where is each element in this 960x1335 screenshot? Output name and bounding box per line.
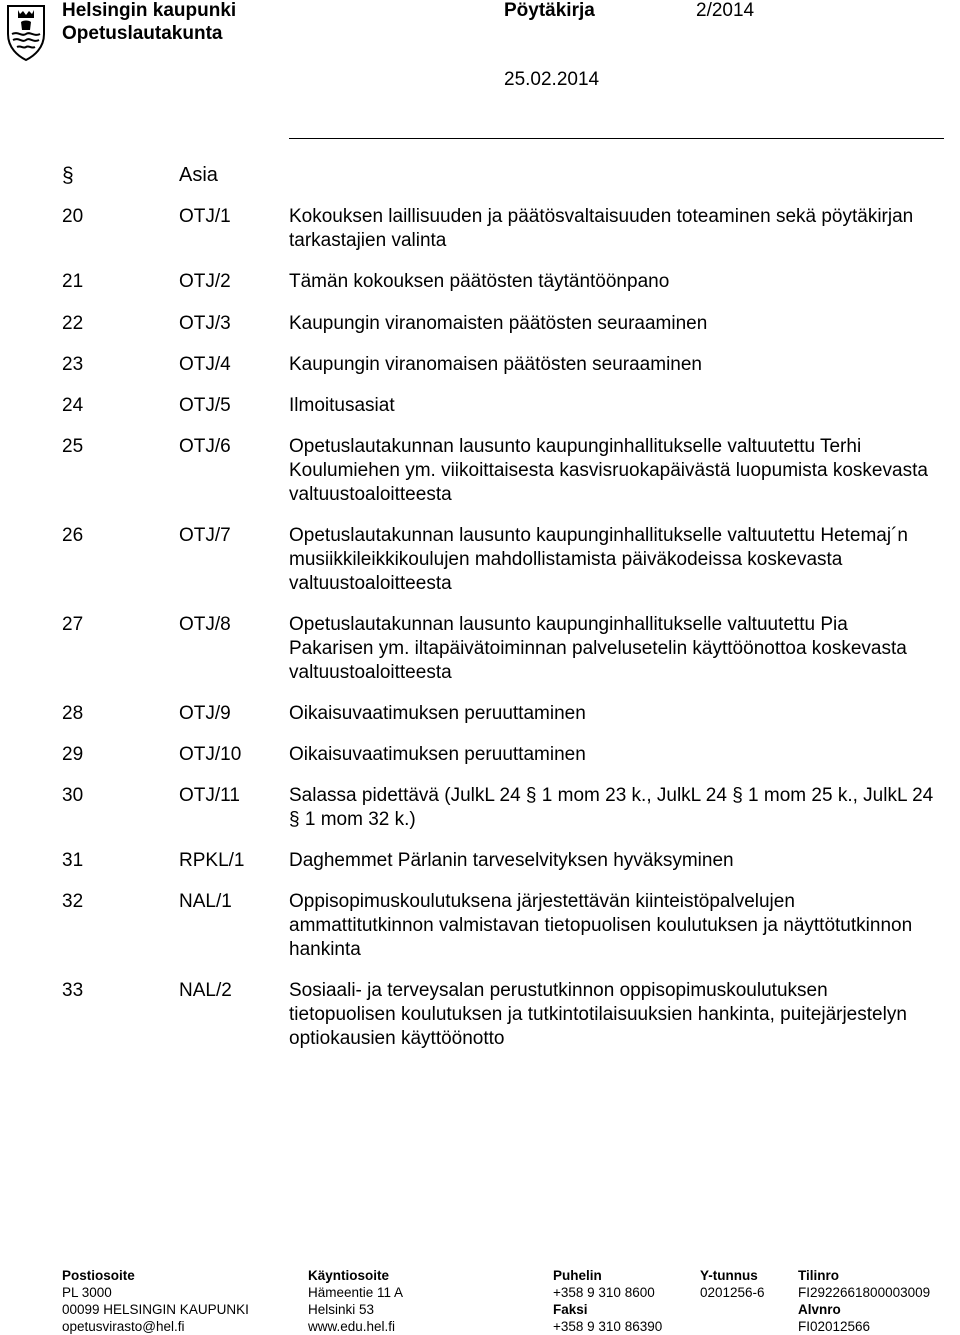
footer-label: Faksi	[553, 1302, 588, 1317]
item-title: Daghemmet Pärlanin tarveselvityksen hyväksyminen	[289, 850, 734, 871]
item-code: OTJ/9	[179, 703, 231, 724]
item-number: 28	[62, 703, 84, 724]
footer-value: Hämeentie 11 A	[308, 1285, 404, 1300]
item-number: 30	[62, 785, 84, 806]
item-number: 20	[62, 206, 84, 227]
item-number: 32	[62, 891, 84, 912]
item-title: Kaupungin viranomaisen päätösten seuraaminen	[289, 354, 702, 375]
footer-label: Y-tunnus	[700, 1268, 758, 1283]
item-code: OTJ/11	[179, 785, 240, 806]
item-title: Opetuslautakunnan lausunto kaupunginhallitukselle valtuutettu Hetemaj´n musiikkileikkikoulujen mahdollistamista päiväkodeissa koskevasta valtuustoaloitteesta	[289, 525, 908, 594]
footer-email-link[interactable]: opetusvirasto@hel.fi	[62, 1319, 185, 1334]
footer-label: Alvnro	[798, 1302, 841, 1317]
item-number: 31	[62, 850, 84, 871]
document-number: 2/2014	[696, 0, 755, 21]
item-code: OTJ/2	[179, 271, 231, 292]
item-title: Oikaisuvaatimuksen peruuttaminen	[289, 703, 586, 724]
footer-label: Puhelin	[553, 1268, 602, 1283]
item-code: NAL/2	[179, 980, 232, 1001]
footer-value: Helsinki 53	[308, 1302, 375, 1317]
item-code: OTJ/3	[179, 313, 231, 334]
footer-ytunnus	[700, 1267, 765, 1301]
footer-value: 00099 HELSINGIN KAUPUNKI	[62, 1302, 249, 1317]
item-number: 24	[62, 395, 84, 416]
item-code: NAL/1	[179, 891, 232, 912]
footer-website-link[interactable]: www.edu.hel.fi	[308, 1319, 396, 1334]
organization-name: Helsingin kaupunki	[62, 0, 237, 21]
section-sign-icon: §	[62, 164, 74, 187]
footer-kayntiosoite	[308, 1267, 403, 1335]
column-header-asia: Asia	[179, 164, 218, 186]
item-code: OTJ/1	[179, 206, 231, 227]
item-code: OTJ/10	[179, 744, 242, 765]
item-code: RPKL/1	[179, 850, 245, 871]
item-title: Ilmoitusasiat	[289, 395, 395, 416]
footer-value: 0201256-6	[700, 1285, 765, 1300]
item-number: 26	[62, 525, 84, 546]
item-number: 21	[62, 271, 84, 292]
footer-value: +358 9 310 86390	[553, 1319, 663, 1334]
item-code: OTJ/8	[179, 614, 231, 635]
item-code: OTJ/7	[179, 525, 231, 546]
item-title: Oikaisuvaatimuksen peruuttaminen	[289, 744, 586, 765]
footer-label: Tilinro	[798, 1268, 840, 1283]
footer-tilinro	[798, 1267, 930, 1335]
helsinki-coat-of-arms-icon	[4, 4, 48, 62]
item-number: 23	[62, 354, 84, 375]
item-title: Opetuslautakunnan lausunto kaupunginhallitukselle valtuutettu Terhi Koulumiehen ym. viikoittaisesta kasvisruokapäivästä luopumista koskevasta valtuustoaloitteesta	[289, 436, 928, 505]
item-code: OTJ/6	[179, 436, 231, 457]
footer-label: Käyntiosoite	[308, 1268, 390, 1283]
footer-value: FI02012566	[798, 1319, 871, 1334]
footer-label: Postiosoite	[62, 1268, 135, 1283]
item-title: Tämän kokouksen päätösten täytäntöönpano	[289, 271, 670, 292]
document-type: Pöytäkirja	[504, 0, 595, 21]
footer-value: PL 3000	[62, 1285, 112, 1300]
item-title: Sosiaali- ja terveysalan perustutkinnon oppisopimuskoulutuksen tietopuolisen koulutuksen ja tutkintotilaisuuksien hankinta, puitejärjestelyn optiokausien käyttöönotto	[289, 980, 907, 1049]
header-rule	[289, 138, 944, 139]
item-title: Oppisopimuskoulutuksena järjestettävän kiinteistöpalvelujen ammattitutkinnon valmistavan tietopuolisen koulutuksen ja näyttötutkinnon hankinta	[289, 891, 913, 960]
footer-value: FI2922661800003009	[798, 1285, 931, 1300]
item-number: 27	[62, 614, 84, 635]
item-title: Kaupungin viranomaisten päätösten seuraaminen	[289, 313, 708, 334]
item-title: Salassa pidettävä (JulkL 24 § 1 mom 23 k., JulkL 24 § 1 mom 25 k., JulkL 24 § 1 mom 32 k.)	[289, 785, 934, 830]
item-code: OTJ/5	[179, 395, 231, 416]
item-number: 29	[62, 744, 84, 765]
department-name: Opetuslautakunta	[62, 23, 223, 44]
footer-postiosoite	[62, 1267, 249, 1335]
item-number: 25	[62, 436, 84, 457]
item-number: 33	[62, 980, 84, 1001]
item-code: OTJ/4	[179, 354, 231, 375]
footer-puhelin	[553, 1267, 662, 1335]
item-title: Opetuslautakunnan lausunto kaupunginhallitukselle valtuutettu Pia Pakarisen ym. iltapäivätoiminnan palvelusetelin käyttöönottoa koskevasta valtuustoaloitteesta	[289, 614, 907, 683]
item-number: 22	[62, 313, 84, 334]
item-title: Kokouksen laillisuuden ja päätösvaltaisuuden toteaminen sekä pöytäkirjan tarkastajien valinta	[289, 206, 914, 251]
document-date: 25.02.2014	[504, 69, 600, 90]
footer-value: +358 9 310 8600	[553, 1285, 655, 1300]
